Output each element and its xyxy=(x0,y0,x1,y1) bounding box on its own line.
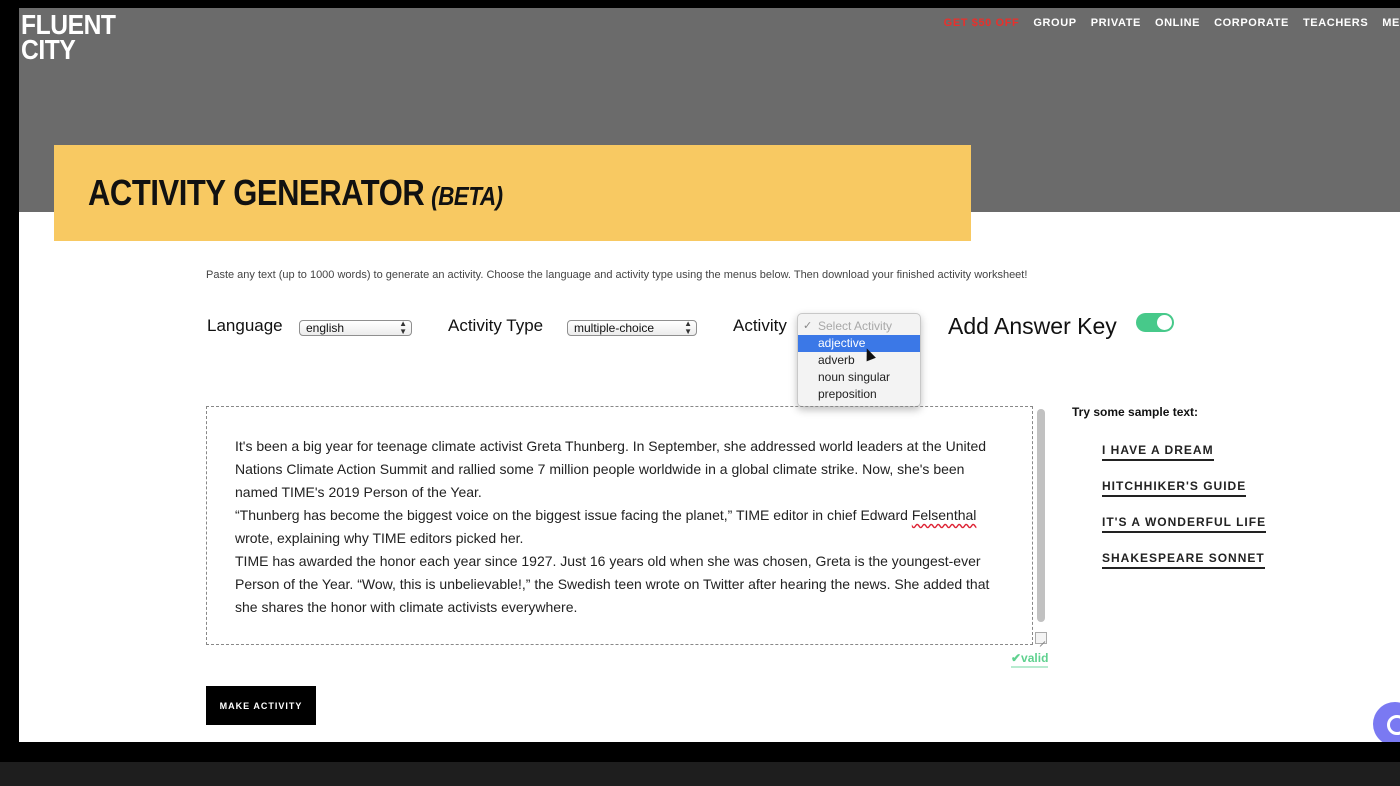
activity-type-select[interactable] xyxy=(567,320,697,336)
browser-viewport xyxy=(19,8,1400,742)
activity-dropdown-menu xyxy=(797,313,921,407)
nav-teachers-link[interactable]: TEACHERS xyxy=(1302,17,1369,29)
text-input-content xyxy=(235,435,1005,619)
paragraph-2-end: wrote, explaining why TIME editors picked her. xyxy=(235,530,524,546)
paragraph-2-start: “Thunberg has become the biggest voice on the biggest issue facing the planet,” TIME editor in chief Edward xyxy=(235,507,912,523)
activity-label: Activity xyxy=(733,316,787,335)
activity-option-adjective[interactable]: adjective xyxy=(798,335,920,352)
fluent-city-logo[interactable] xyxy=(21,9,116,65)
paragraph-1: It's been a big year for teenage climate activist Greta Thunberg. In September, she addressed world leaders at the United Nations Climate Action Summit and rallied some 7 million people worldwide in a global climate strike. Now, she's been named TIME's 2019 Person of the Year. xyxy=(235,438,987,500)
beta-label: (BETA) xyxy=(431,181,503,211)
misspelled-word: Felsenthal xyxy=(911,507,977,523)
text-input-area[interactable] xyxy=(206,406,1033,645)
nav-online-link[interactable]: ONLINE xyxy=(1154,17,1201,29)
sample-link-sonnet[interactable]: SHAKESPEARE SONNET xyxy=(1102,551,1265,569)
language-select[interactable] xyxy=(299,320,412,336)
logo-line-2: CITY xyxy=(21,34,76,65)
activity-type-select-value: multiple-choice xyxy=(574,321,655,335)
nav-private-link[interactable]: PRIVATE xyxy=(1090,17,1141,29)
paragraph-2 xyxy=(235,504,1005,550)
page-title-text: ACTIVITY GENERATOR xyxy=(88,172,425,213)
bottom-bar xyxy=(0,762,1400,786)
sample-link-dream[interactable]: I HAVE A DREAM xyxy=(1102,443,1214,461)
activity-option-noun-singular[interactable]: noun singular xyxy=(818,370,891,384)
sample-link-hitchhiker[interactable]: HITCHHIKER'S GUIDE xyxy=(1102,479,1246,497)
sample-text-heading: Try some sample text: xyxy=(1072,405,1199,419)
page-title xyxy=(88,172,503,214)
nav-more-link[interactable]: ME xyxy=(1382,17,1400,29)
paragraph-3: TIME has awarded the honor each year since 1927. Just 16 years old when she was chosen, Greta is the youngest-ever Person of the Year. “Wow, this is unbelievable!,” the Swedish teen wrote on Twitter after hearing the news. She added that she shares the honor with climate activists everywhere. xyxy=(235,553,990,615)
nav-promo-link[interactable]: GET $50 OFF xyxy=(943,17,1020,29)
sample-link-wonderful-life[interactable]: IT'S A WONDERFUL LIFE xyxy=(1102,515,1266,533)
top-nav xyxy=(930,17,1400,29)
activity-option-placeholder[interactable]: ✓ Select Activity xyxy=(798,318,920,335)
answer-key-toggle[interactable] xyxy=(1136,313,1174,332)
language-select-value: english xyxy=(306,321,345,335)
logo-line-1: FLUENT xyxy=(21,9,116,40)
title-band xyxy=(54,145,971,241)
nav-corporate-link[interactable]: CORPORATE xyxy=(1214,17,1289,29)
activity-option-preposition[interactable]: preposition xyxy=(818,387,877,401)
valid-indicator: ✔valid xyxy=(1011,651,1048,668)
select-arrows-icon: ▲ ▼ xyxy=(399,319,407,336)
answer-key-label: Add Answer Key xyxy=(948,313,1117,339)
instructions-text: Paste any text (up to 1000 words) to generate an activity. Choose the language and activity type using the menus below. Then download your finished activity worksheet! xyxy=(206,269,1028,281)
chat-icon[interactable] xyxy=(1373,702,1400,742)
language-label: Language xyxy=(207,316,283,335)
resize-handle-icon[interactable] xyxy=(1035,632,1047,644)
select-arrows-icon: ▲ ▼ xyxy=(684,319,692,336)
activity-type-label: Activity Type xyxy=(448,316,544,335)
activity-option-adverb[interactable]: adverb xyxy=(818,353,855,367)
text-area-scrollbar[interactable] xyxy=(1037,409,1045,622)
nav-group-link[interactable]: GROUP xyxy=(1033,17,1077,29)
make-activity-button[interactable]: MAKE ACTIVITY xyxy=(206,686,316,725)
